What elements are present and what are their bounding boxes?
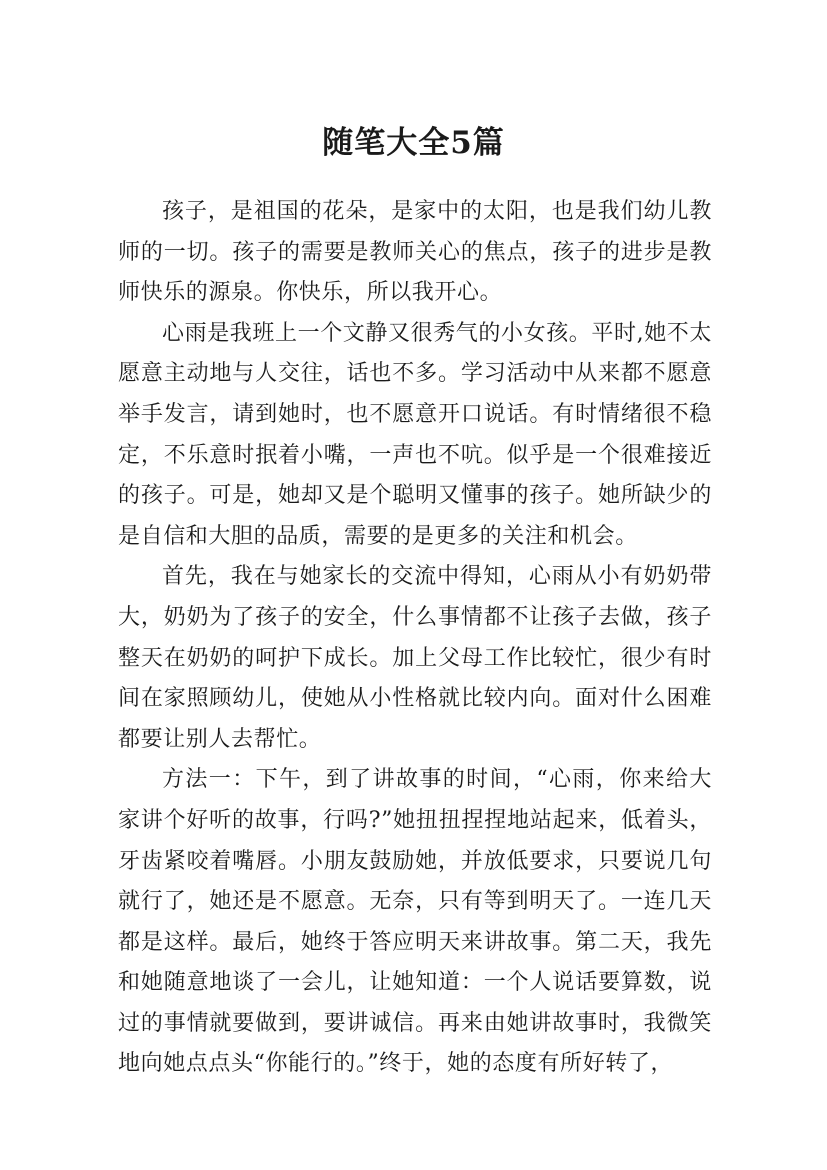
paragraph: 方法一：下午，到了讲故事的时间，“心雨，你来给大家讲个好听的故事，行吗?”她扭扭捏捏地站起来，低着头，牙齿紧咬着嘴唇。小朋友鼓励她，并放低要求，只要说几句就行了，她还是不愿意。无奈，只有等到明天了。一连几天都是这样。最后，她终于答应明天来讲故事。第二天，我先和她随意地谈了一会儿，让她知道：一个人说话要算数，说过的事情就要做到，要讲诚信。再来由她讲故事时，我微笑地向她点点头“你能行的。”终于，她的态度有所好转了， <box>118 767 712 1077</box>
document-title: 随笔大全5篇 <box>322 124 505 161</box>
document-body <box>118 192 712 1085</box>
paragraph: 首先，我在与她家长的交流中得知，心雨从小有奶奶带大，奶奶为了孩子的安全，什么事情都不让孩子去做，孩子整天在奶奶的呵护下成长。加上父母工作比较忙，很少有时间在家照顾幼儿，使她从小性格就比较内向。面对什么困难都要让别人去帮忙。 <box>118 564 712 752</box>
paragraph: 孩子，是祖国的花朵，是家中的太阳，也是我们幼儿教师的一切。孩子的需要是教师关心的焦点，孩子的进步是教师快乐的源泉。你快乐，所以我开心。 <box>118 199 712 306</box>
paragraph: 心雨是我班上一个文静又很秀气的小女孩。平时,她不太愿意主动地与人交往，话也不多。学习活动中从来都不愿意举手发言，请到她时，也不愿意开口说话。有时情绪很不稳定，不乐意时抿着小嘴，一声也不吭。似乎是一个很难接近的孩子。可是，她却又是个聪明又懂事的孩子。她所缺少的是自信和大胆的品质，需要的是更多的关注和机会。 <box>118 320 712 549</box>
